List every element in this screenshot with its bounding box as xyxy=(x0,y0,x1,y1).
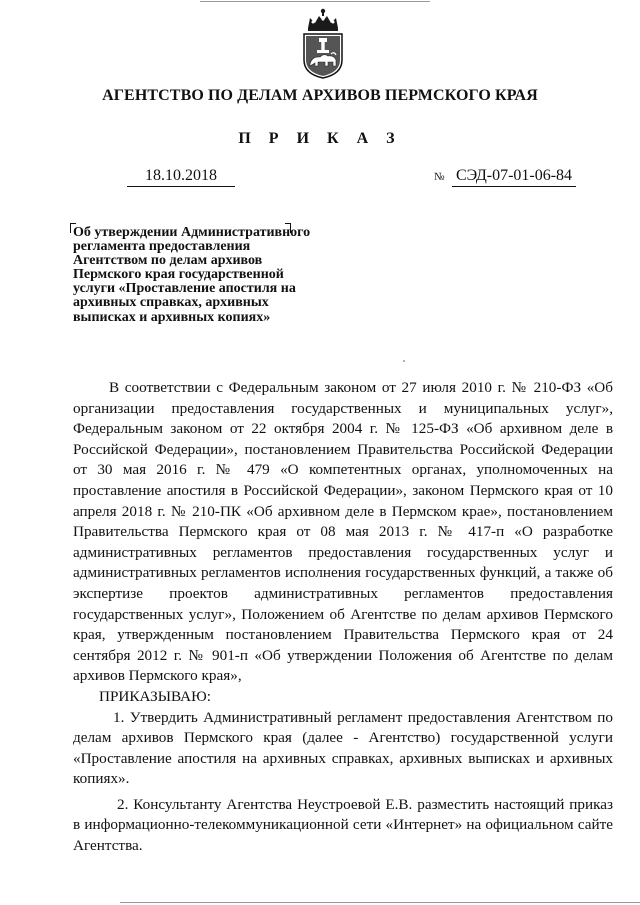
document-type-heading: П Р И К А З xyxy=(238,130,402,147)
order-subject: Об утверждении Административного регламента предоставления Агентством по делам архивов Пермского края государственной услуги «Проставление апостиля на архивных справках, архивных выписках и архивных копиях» xyxy=(73,225,311,325)
order-item-1: 1. Утвердить Административный регламент предоставления Агентством по делам архивов Пермского края (далее - Агентство) государственной услуги «Проставление апостиля на архивных справках, архивных выписках и архивных копиях». xyxy=(73,708,613,788)
scan-speck xyxy=(403,360,405,362)
preamble-paragraph: В соответствии с Федеральным законом от 27 июля 2010 г. № 210-ФЗ «Об организации предоставления государственных и муниципальных услуг», Федеральным законом от 22 октября 2004 г. № 125-ФЗ «Об архивном деле в Российской Федерации», постановлением Правительства Российской Федерации от 30 мая 2016 г. № 479 «О компетентных органах, уполномоченных на проставление апостиля в Российской Федерации», законом Пермского края от 10 апреля 2018 г. № 210-ПК «Об архивном деле в Пермском крае», постановлением Правительства Пермского края от 08 мая 2013 г. № 417-п «О разработке административных регламентов предоставления государственных услуг и административных регламентов исполнения государственных функций, а также об экспертизе проектов административных регламентов предоставления государственных услуг», Положением об Агентстве по делам архивов Пермского края, утвержденным постановлением Правительства Пермского края от 24 сентября 2012 г. № 901-п «Об утверждении Положения об Агентстве по делам архивов Пермского края», xyxy=(73,379,613,685)
order-item-2: 2. Консультанту Агентства Неустроевой Е.В. разместить настоящий приказ в информационно-телекоммуникационной сети «Интернет» на официальном сайте Агентства. xyxy=(73,795,613,855)
perm-krai-coat-of-arms-icon xyxy=(298,6,348,80)
order-directive-word: ПРИКАЗЫВАЮ: xyxy=(99,687,211,705)
scan-edge-bottom xyxy=(120,902,640,903)
order-number: СЭД-07-01-06-84 xyxy=(452,167,576,187)
agency-title: АГЕНТСТВО ПО ДЕЛАМ АРХИВОВ ПЕРМСКОГО КРАЯ xyxy=(102,87,538,104)
order-number-prefix: № xyxy=(434,171,445,183)
scan-edge-top xyxy=(200,1,430,2)
order-date: 18.10.2018 xyxy=(127,167,235,187)
order-body xyxy=(73,378,613,857)
